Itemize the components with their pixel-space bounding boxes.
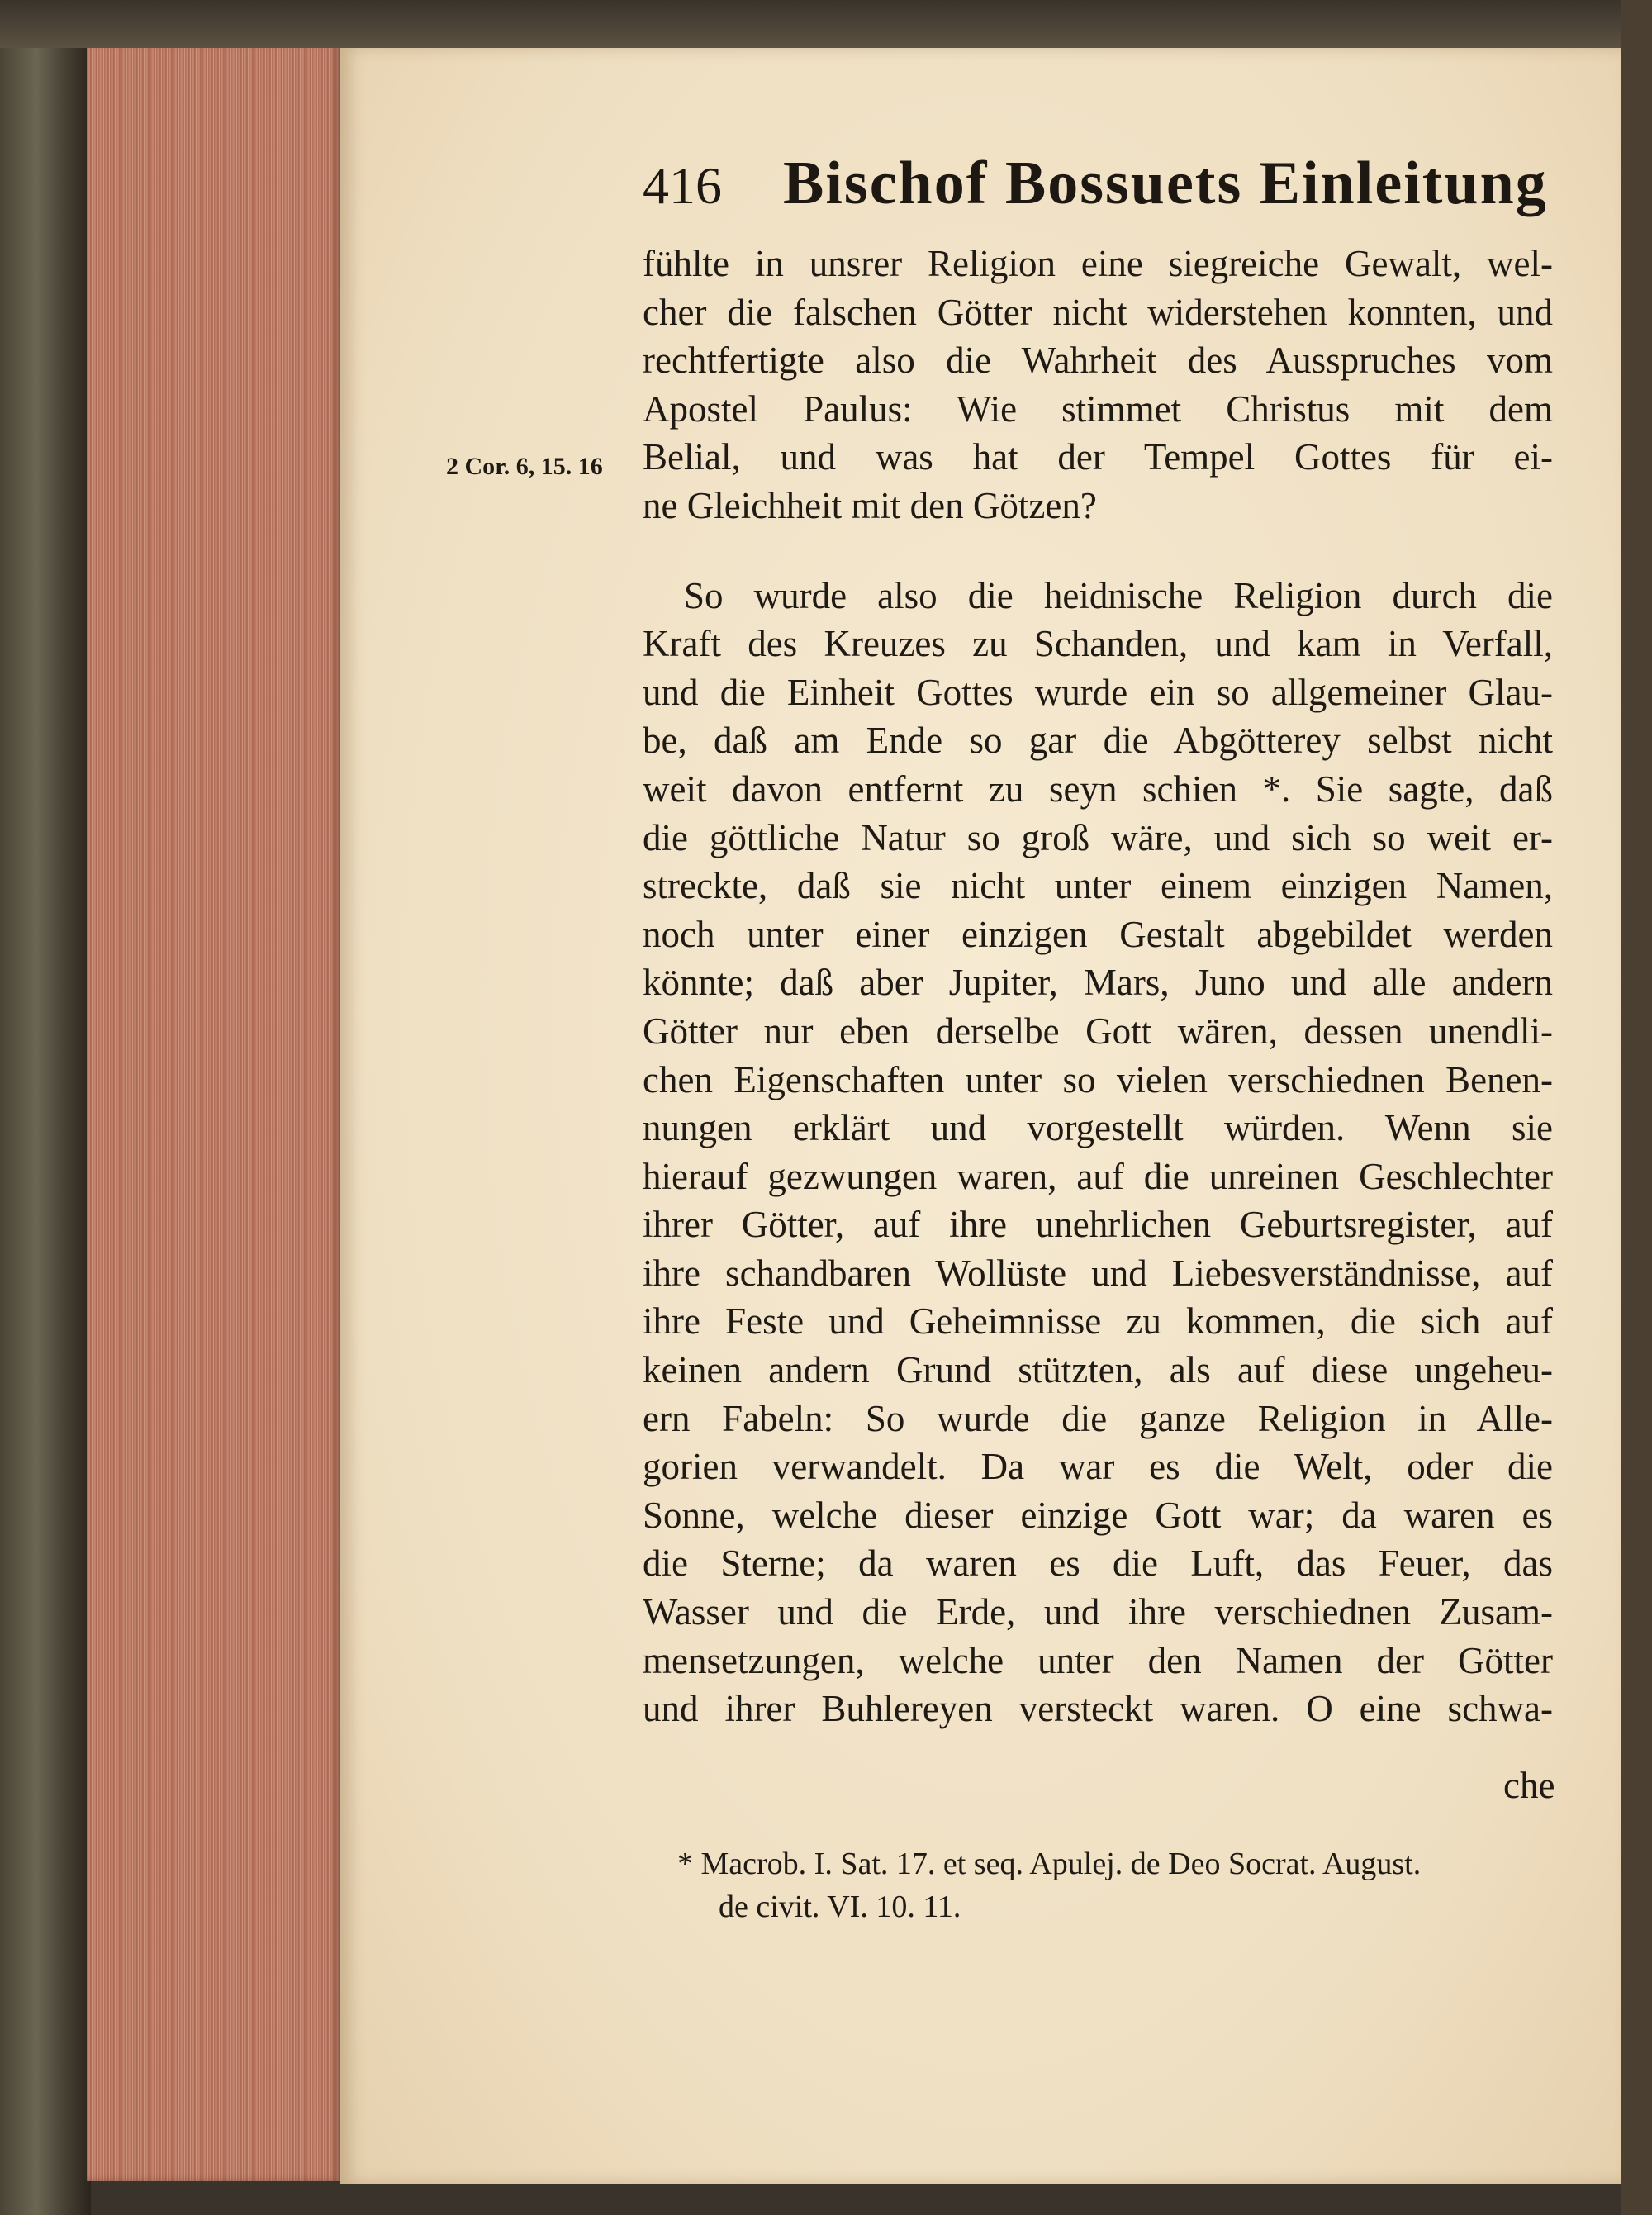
text-line: Belial, und was hat der Tempel Gottes für ei- xyxy=(643,436,1553,478)
text-line: und ihrer Buhlereyen versteckt waren. O eine schwa- xyxy=(643,1688,1553,1730)
text-line: mensetzungen, welche unter den Namen der Götter xyxy=(643,1639,1553,1681)
page-header xyxy=(643,149,1551,219)
paragraph-2 xyxy=(643,572,1553,1733)
text-line: noch unter einer einzigen Gestalt abgebildet werden xyxy=(643,913,1553,955)
right-edge xyxy=(1621,0,1652,2215)
text-line: keinen andern Grund stützten, als auf diese ungeheu- xyxy=(643,1349,1553,1391)
text-line: die göttliche Natur so groß wäre, und sich so weit er- xyxy=(643,816,1553,858)
text-line: Apostel Paulus: Wie stimmet Christus mit dem xyxy=(643,387,1553,430)
text-line: chen Eigenschaften unter so vielen verschiednen Benen- xyxy=(643,1058,1553,1100)
top-edge xyxy=(0,0,1652,48)
text-line: ihre schandbaren Wollüste und Liebesverständnisse, auf xyxy=(643,1252,1553,1294)
margin-note: 2 Cor. 6, 15. 16 xyxy=(446,453,603,480)
text-line: fühlte in unsrer Religion eine siegreiche Gewalt, wel- xyxy=(643,243,1553,284)
running-title: Bischof Bossuets Einleitung xyxy=(783,150,1548,217)
text-line: So wurde also die heidnische Religion durch die xyxy=(684,574,1553,616)
text-line: ern Fabeln: So wurde die ganze Religion in Alle- xyxy=(643,1397,1553,1439)
book-binding xyxy=(0,0,91,2215)
text-line: Sonne, welche dieser einzige Gott war; da waren es xyxy=(643,1494,1553,1536)
catchword: che xyxy=(1503,1765,1555,1806)
text-line: ihrer Götter, auf ihre unehrlichen Geburtsregister, auf xyxy=(643,1204,1553,1246)
text-line: Kraft des Kreuzes zu Schanden, und kam in Verfall, xyxy=(643,623,1553,665)
text-line: weit davon entfernt zu seyn schien *. Sie sagte, daß xyxy=(643,768,1553,810)
page-edges xyxy=(87,41,343,2181)
footnote-line: * Macrob. I. Sat. 17. et seq. Apulej. de Deo Socrat. August. xyxy=(677,1847,1422,1881)
text-line: nungen erklärt und vorgestellt würden. Wenn sie xyxy=(643,1107,1553,1149)
text-line: Götter nur eben derselbe Gott wären, dessen unendli- xyxy=(643,1010,1553,1052)
text-line: Wasser und die Erde, und ihre verschiednen Zusam- xyxy=(643,1591,1553,1633)
text-line: gorien verwandelt. Da war es die Welt, oder die xyxy=(643,1446,1553,1488)
footnote-line: de civit. VI. 10. 11. xyxy=(719,1889,961,1924)
text-line: hierauf gezwungen waren, auf die unreinen Geschlechter xyxy=(643,1155,1553,1197)
paragraph-1 xyxy=(643,240,1553,530)
text-line: die Sterne; da waren es die Luft, das Feuer, das xyxy=(643,1542,1553,1585)
footnotes xyxy=(677,1842,1553,1928)
text-line: könnte; daß aber Jupiter, Mars, Juno und alle andern xyxy=(643,962,1553,1004)
text-line: streckte, daß sie nicht unter einem einzigen Namen, xyxy=(643,865,1553,907)
text-line: be, daß am Ende so gar die Abgötterey selbst nicht xyxy=(643,720,1553,762)
text-line: ihre Feste und Geheimnisse zu kommen, die sich auf xyxy=(643,1300,1553,1343)
body-text xyxy=(643,240,1553,1733)
text-line: und die Einheit Gottes wurde ein so allgemeiner Glau- xyxy=(643,671,1553,713)
text-line: rechtfertigte also die Wahrheit des Ausspruches vom xyxy=(643,340,1553,382)
text-line: cher die falschen Götter nicht widerstehen konnten, und xyxy=(643,291,1553,333)
text-line: ne Gleichheit mit den Götzen? xyxy=(643,484,1097,526)
page-number: 416 xyxy=(643,156,722,215)
